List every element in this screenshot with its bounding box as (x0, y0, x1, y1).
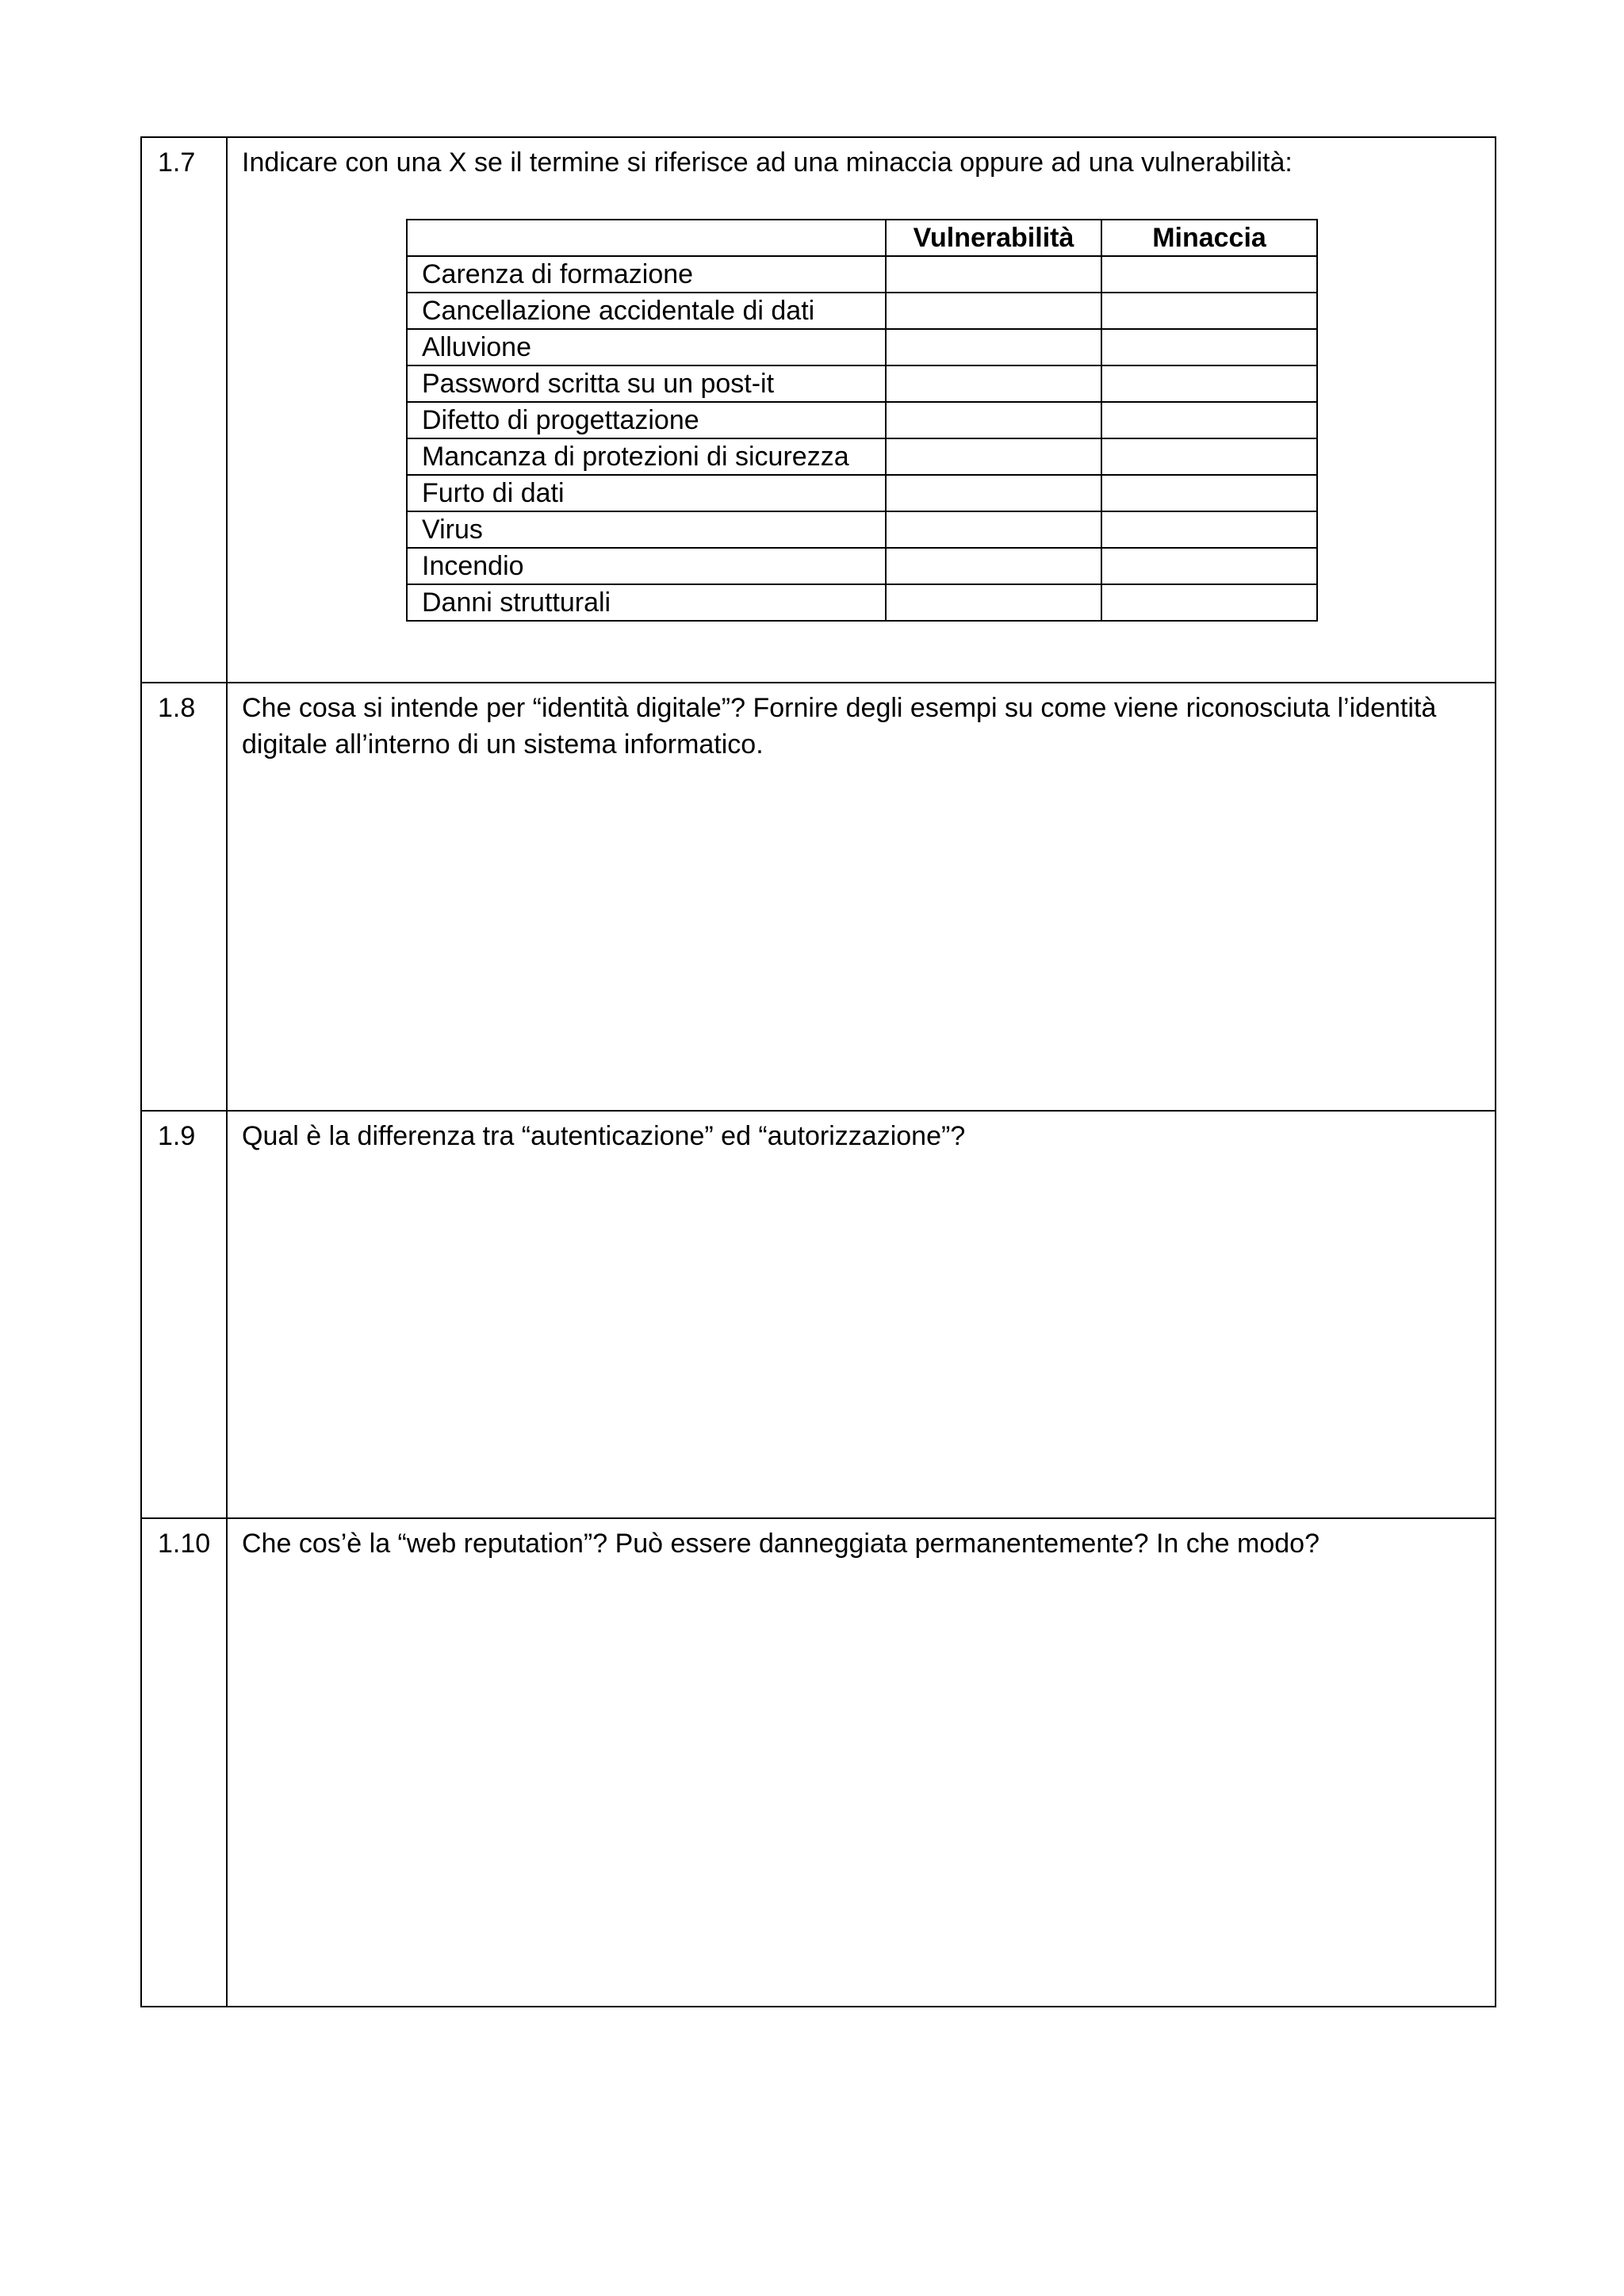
question-text: Che cosa si intende per “identità digitale”? Fornire degli esempi su come viene riconosciuta l’identità digitale all’interno di un sistema informatico. (242, 693, 1437, 760)
question-text: Che cos’è la “web reputation”? Può essere danneggiata permanentemente? In che modo? (242, 1529, 1320, 1559)
vulnerabilita-checkbox[interactable] (886, 256, 1101, 293)
vulnerabilita-checkbox[interactable] (886, 402, 1101, 438)
vulnerabilita-checkbox[interactable] (886, 438, 1101, 475)
vulnerabilita-checkbox[interactable] (886, 365, 1101, 402)
question-text: Qual è la differenza tra “autenticazione” ed “autorizzazione”? (242, 1121, 966, 1151)
term-label: Mancanza di protezioni di sicurezza (407, 438, 886, 475)
term-label: Cancellazione accidentale di dati (407, 293, 886, 329)
exercise-table (140, 136, 1496, 2007)
term-label: Password scritta su un post-it (407, 365, 886, 402)
minaccia-checkbox[interactable] (1101, 548, 1317, 584)
question-row-1-10 (141, 1518, 1496, 2007)
minaccia-checkbox[interactable] (1101, 329, 1317, 365)
minaccia-checkbox[interactable] (1101, 293, 1317, 329)
question-row-1-7 (141, 137, 1496, 683)
classification-row (407, 365, 1317, 402)
classification-row (407, 511, 1317, 548)
vulnerabilita-checkbox[interactable] (886, 548, 1101, 584)
header-term (407, 220, 886, 256)
minaccia-checkbox[interactable] (1101, 365, 1317, 402)
term-label: Danni strutturali (407, 584, 886, 621)
question-cell[interactable] (227, 1111, 1496, 1518)
header-vulnerabilita: Vulnerabilità (886, 220, 1101, 256)
question-number: 1.8 (141, 683, 227, 1111)
classification-row (407, 329, 1317, 365)
classification-row (407, 256, 1317, 293)
question-text: Indicare con una X se il termine si riferisce ad una minaccia oppure ad una vulnerabilità: (242, 147, 1293, 178)
vulnerabilita-checkbox[interactable] (886, 475, 1101, 511)
minaccia-checkbox[interactable] (1101, 438, 1317, 475)
question-number: 1.7 (141, 137, 227, 683)
term-label: Incendio (407, 548, 886, 584)
classification-row (407, 548, 1317, 584)
term-label: Virus (407, 511, 886, 548)
minaccia-checkbox[interactable] (1101, 584, 1317, 621)
minaccia-checkbox[interactable] (1101, 511, 1317, 548)
minaccia-checkbox[interactable] (1101, 402, 1317, 438)
header-minaccia: Minaccia (1101, 220, 1317, 256)
classification-row (407, 402, 1317, 438)
classification-row (407, 475, 1317, 511)
term-label: Furto di dati (407, 475, 886, 511)
term-label: Carenza di formazione (407, 256, 886, 293)
question-cell (227, 137, 1496, 683)
question-cell[interactable] (227, 1518, 1496, 2007)
question-number: 1.9 (141, 1111, 227, 1518)
vulnerabilita-checkbox[interactable] (886, 584, 1101, 621)
vulnerabilita-checkbox[interactable] (886, 511, 1101, 548)
minaccia-checkbox[interactable] (1101, 256, 1317, 293)
minaccia-checkbox[interactable] (1101, 475, 1317, 511)
term-label: Difetto di progettazione (407, 402, 886, 438)
term-label: Alluvione (407, 329, 886, 365)
question-row-1-8 (141, 683, 1496, 1111)
classification-header-row (407, 220, 1317, 256)
classification-row (407, 584, 1317, 621)
classification-table (406, 219, 1318, 622)
question-row-1-9 (141, 1111, 1496, 1518)
question-number: 1.10 (141, 1518, 227, 2007)
classification-row (407, 438, 1317, 475)
classification-row (407, 293, 1317, 329)
question-cell[interactable] (227, 683, 1496, 1111)
vulnerabilita-checkbox[interactable] (886, 329, 1101, 365)
vulnerabilita-checkbox[interactable] (886, 293, 1101, 329)
